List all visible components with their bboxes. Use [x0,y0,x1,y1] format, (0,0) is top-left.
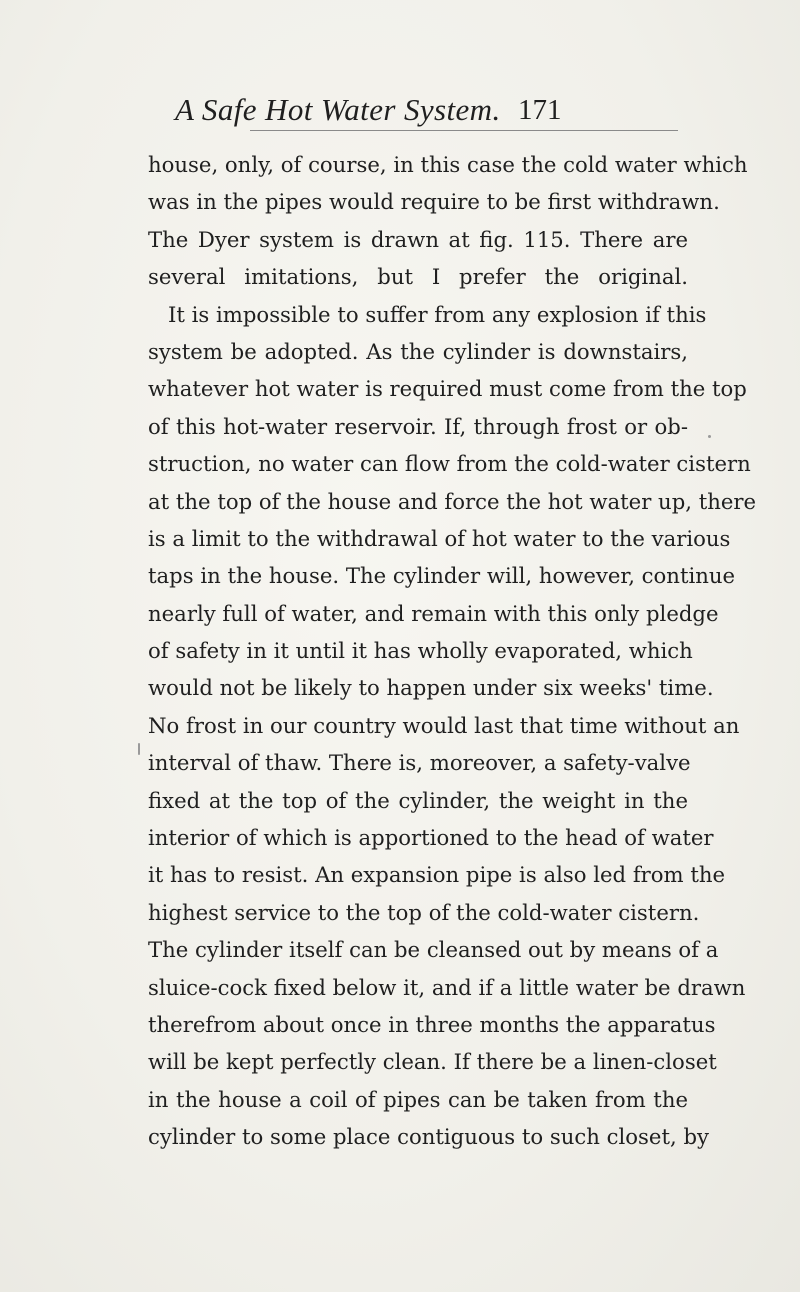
text-line: is a limit to the withdrawal of hot water to the various [148,525,731,551]
text-line: system be adopted. As the cylinder is downstairs, [148,338,688,364]
page-number: 171 [518,94,562,126]
text-line: interval of thaw. There is, moreover, a safety-valve [148,750,691,776]
text-line: The cylinder itself can be cleansed out by means of a [148,937,719,963]
text-line: house, only, of course, in this case the cold water which [148,152,748,177]
text-line: taps in the house. The cylinder will, however, continue [148,563,736,589]
text-line: several imitations, but I prefer the original. [148,264,688,290]
text-line: fixed at the top of the cylinder, the weight in the [148,787,688,813]
text-line: struction, no water can flow from the cold-water cistern [148,451,751,477]
text-line: in the house a coil of pipes can be taken from the [148,1086,688,1112]
text-line: It is impossible to suffer from any explosion if this [168,301,707,327]
text-line: at the top of the house and force the hot water up, there [148,488,757,514]
running-title: A Safe Hot Water System. [175,92,501,127]
text-line: interior of which is apportioned to the head of water [148,825,714,851]
page-header [175,92,735,132]
text-line: whatever hot water is required must come from the top [148,376,747,402]
text-line: of safety in it until it has wholly evaporated, which [148,638,693,664]
text-line: would not be likely to happen under six weeks' time. [148,675,714,701]
text-line: nearly full of water, and remain with this only pledge [148,600,719,626]
text-line: The Dyer system is drawn at fig. 115. There are [148,226,688,252]
text-line: of this hot-water reservoir. If, through frost or ob- [148,413,688,439]
text-line: was in the pipes would require to be first withdrawn. [148,189,720,215]
text-line: sluice-cock fixed below it, and if a little water be drawn [148,974,746,1000]
text-line: No frost in our country would last that time without an [148,712,740,738]
paper-speck [138,743,140,755]
text-line: it has to resist. An expansion pipe is also led from the [148,862,726,888]
text-line: cylinder to some place contiguous to such closet, by [148,1124,709,1150]
body-text [148,146,757,1156]
text-line: will be kept perfectly clean. If there be a linen-closet [148,1049,717,1075]
paper-speck [708,435,711,438]
text-line: highest service to the top of the cold-water cistern. [148,899,700,925]
header-rule [250,130,678,131]
text-line: therefrom about once in three months the apparatus [148,1011,716,1037]
